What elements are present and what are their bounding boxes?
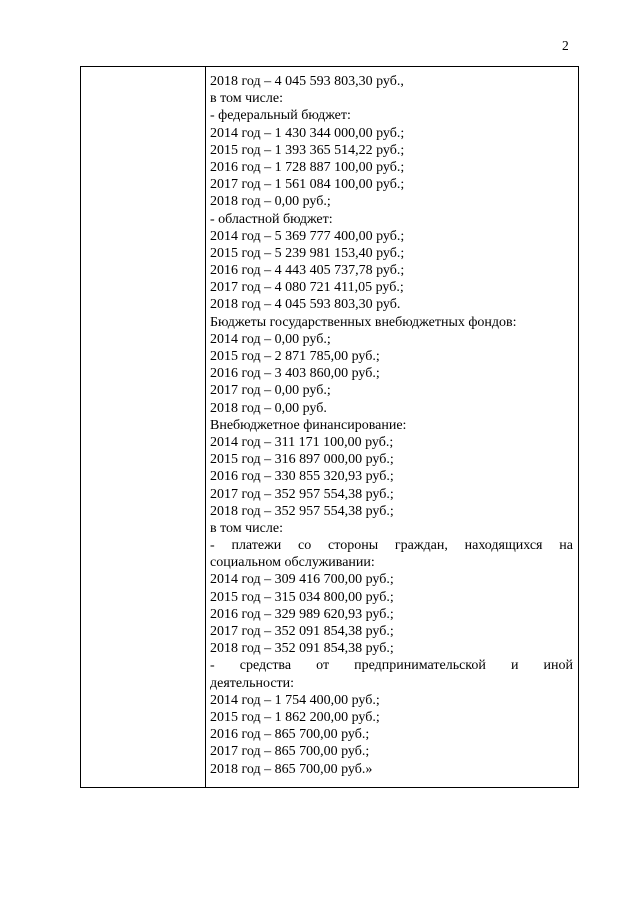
text-line: 2015 год – 2 871 785,00 руб.; <box>210 349 380 364</box>
text-line: социальном обслуживании: <box>210 555 375 571</box>
text-line: 2014 год – 1 754 400,00 руб.; <box>210 692 380 708</box>
text-line: 2018 год – 0,00 руб.; <box>210 194 331 210</box>
text-line: в том числе: <box>210 520 283 536</box>
text-line: 2017 год – 352 957 554,38 руб.; <box>210 486 394 502</box>
text-line: 2015 год – 5 239 981 153,40 руб.; <box>210 245 405 261</box>
text-line: 2014 год – 1 430 344 000,00 руб.; <box>210 125 405 141</box>
text-line: 2017 год – 0,00 руб.; <box>210 383 331 399</box>
text-line: Бюджеты государственных внебюджетных фондов: <box>210 314 517 330</box>
table-right-cell <box>210 73 573 778</box>
text-line: 2018 год – 352 091 854,38 руб.; <box>210 641 394 657</box>
text-line: деятельности: <box>210 675 295 691</box>
text-line: 2015 год – 316 897 000,00 руб.; <box>210 452 394 468</box>
text-line: 2016 год – 1 728 887 100,00 руб.; <box>210 159 405 175</box>
text-line: 2017 год – 1 561 084 100,00 руб.; <box>210 177 405 193</box>
text-line: 2016 год – 865 700,00 руб.; <box>210 727 370 743</box>
text-line: 2018 год – 0,00 руб. <box>210 400 327 416</box>
text-line: 2018 год – 865 700,00 руб.» <box>210 761 373 777</box>
text-line: 2015 год – 1 393 365 514,22 руб.; <box>210 142 405 158</box>
table-left-cell <box>81 67 205 787</box>
text-line: 2016 год – 3 403 860,00 руб.; <box>210 366 380 382</box>
funding-table <box>80 66 579 788</box>
text-line: 2016 год – 329 989 620,93 руб.; <box>210 606 394 622</box>
text-line: 2017 год – 4 080 721 411,05 руб.; <box>210 280 404 296</box>
text-line: 2018 год – 4 045 593 803,30 руб., <box>210 74 404 89</box>
text-line: 2017 год – 352 091 854,38 руб.; <box>210 624 394 639</box>
text-line: - платежи со стороны граждан, находящихся на <box>210 538 573 554</box>
text-line: 2015 год – 1 862 200,00 руб.; <box>210 709 380 725</box>
text-line: 2015 год – 315 034 800,00 руб.; <box>210 589 394 605</box>
text-line: 2014 год – 5 369 777 400,00 руб.; <box>210 228 405 244</box>
text-line: 2016 год – 330 855 320,93 руб.; <box>210 469 394 485</box>
text-line: - средства от предпринимательской и иной <box>210 658 573 674</box>
text-line: 2016 год – 4 443 405 737,78 руб.; <box>210 263 405 279</box>
text-line: в том числе: <box>210 91 283 107</box>
text-line: Внебюджетное финансирование: <box>210 417 407 433</box>
text-line: - областной бюджет: <box>210 211 333 227</box>
text-line: 2014 год – 311 171 100,00 руб.; <box>210 434 394 450</box>
page-number: 2 <box>562 38 569 53</box>
text-line: - федеральный бюджет: <box>210 108 351 124</box>
text-line: 2018 год – 4 045 593 803,30 руб. <box>210 297 401 313</box>
text-line: 2017 год – 865 700,00 руб.; <box>210 744 370 760</box>
column-divider <box>205 67 206 787</box>
text-line: 2018 год – 352 957 554,38 руб.; <box>210 503 394 519</box>
text-line: 2014 год – 309 416 700,00 руб.; <box>210 572 394 588</box>
text-line: 2014 год – 0,00 руб.; <box>210 331 331 347</box>
